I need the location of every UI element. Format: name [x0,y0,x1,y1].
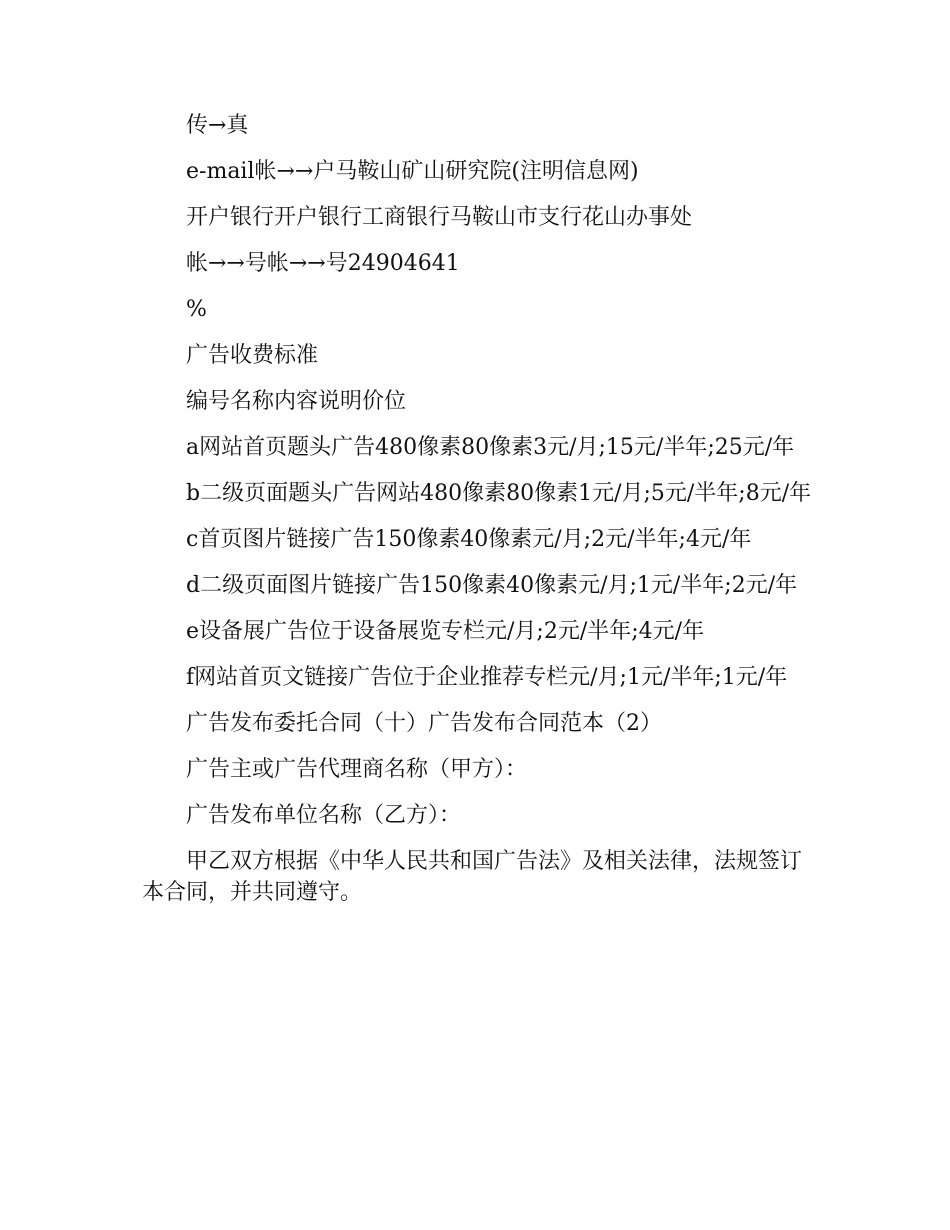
pricing-item-f: f网站首页文链接广告位于企业推荐专栏元/月;1元/半年;1元/年 [186,665,788,690]
pricing-columns-line: 编号名称内容说明价位 [186,389,407,414]
pricing-item-d: d二级页面图片链接广告150像素40像素元/月;1元/半年;2元/年 [186,573,798,598]
percent-line: % [186,297,207,322]
contract-preamble: 甲乙双方根据《中华人民共和国广告法》及相关法律，法规签订本合同，并共同遵守。 [142,849,803,905]
pricing-heading: 广告收费标准 [186,343,319,368]
pricing-item-a: a网站首页题头广告480像素80像素3元/月;15元/半年;25元/年 [186,435,795,460]
fax-line: 传→真 [186,113,249,138]
document-body [142,110,812,923]
pricing-item-b: b二级页面题头广告网站480像素80像素1元/月;5元/半年;8元/年 [186,481,812,506]
account-number-line: 帐→→号帐→→号24904641 [186,251,460,276]
contract-title: 广告发布委托合同（十）广告发布合同范本（2） [186,711,662,736]
party-b-line: 广告发布单位名称（乙方）： [186,803,462,828]
email-account-line: e-mail帐→→户马鞍山矿山研究院(注明信息网) [186,159,639,184]
pricing-item-c: c首页图片链接广告150像素40像素元/月;2元/半年;4元/年 [186,527,752,552]
party-a-line: 广告主或广告代理商名称（甲方）： [186,757,528,782]
bank-line: 开户银行开户银行工商银行马鞍山市支行花山办事处 [186,205,693,230]
pricing-item-e: e设备展广告位于设备展览专栏元/月;2元/半年;4元/年 [186,619,705,644]
